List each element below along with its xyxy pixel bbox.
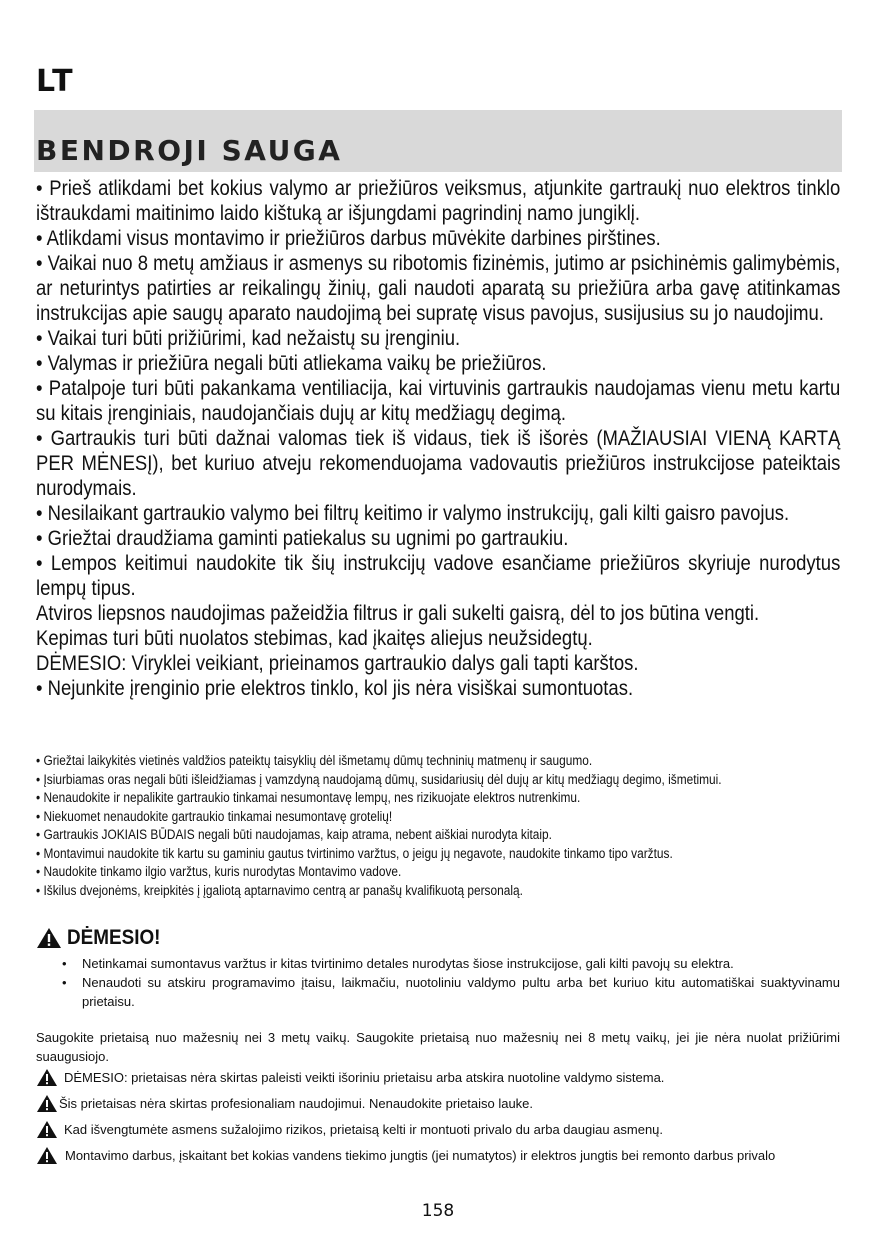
list-item: • Lempos keitimui naudokite tik šių instrukcijų vadove esančiame priežiūros skyriuje nurodytus lempų tipus. bbox=[36, 552, 841, 600]
list-item: • Įsiurbiamas oras negali būti išleidžiamas į vamzdyną naudojamą dūmų, susidariusių dėl dujų ar kitų medžiagų degimo, išmetimui. bbox=[36, 771, 722, 787]
list-item: • Prieš atlikdami bet kokius valymo ar priežiūros veiksmus, atjunkite gartraukį nuo elektros tinklo ištraukdami maitinimo laido kištuką ar išjungdami pagrindinį namo jungiklį. bbox=[36, 177, 841, 225]
list-item: DĖMESIO: Viryklei veikiant, prieinamos gartraukio dalys gali tapti karštos. bbox=[36, 652, 639, 675]
warning-line: DĖMESIO: prietaisas nėra skirtas paleisti veikti išoriniu prietaisu arba atskira nuotoline valdymo sistema. bbox=[36, 1068, 840, 1087]
list-item: • Vaikai turi būti prižiūrimi, kad nežaistų su įrenginiu. bbox=[36, 327, 461, 350]
list-item: • Nenaudoti su atskiru programavimo įtaisu, laikmačiu, nuotoliniu valdymo pultu arba bet kuriuo kitu automatiškai suaktyvinamu prietaisu. bbox=[62, 975, 840, 1009]
list-item: • Griežtai laikykitės vietinės valdžios pateiktų taisyklių dėl išmetamų dūmų techninių matmenų ir saugumo. bbox=[36, 753, 593, 768]
list-item: Atviros liepsnos naudojimas pažeidžia filtrus ir gali sukelti gaisrą, dėl to jos būtina vengti. bbox=[36, 602, 760, 625]
warning-triangle-icon bbox=[36, 927, 62, 949]
list-item: • Naudokite tinkamo ilgio varžtus, kuris nurodytas Montavimo vadove. bbox=[36, 864, 402, 879]
list-item: Kepimas turi būti nuolatos stebimas, kad įkaitęs aliejus neužsidegtų. bbox=[36, 627, 593, 650]
list-item: • Atlikdami visus montavimo ir priežiūros darbus mūvėkite darbines pirštines. bbox=[36, 227, 661, 250]
warning-triangle-icon bbox=[36, 1120, 58, 1139]
bullet-marker: • bbox=[62, 956, 67, 971]
list-item: • Montavimui naudokite tik kartu su gaminiu gautus tvirtinimo varžtus, o jeigu jų negavote, naudokite tinkamo tipo varžtus. bbox=[36, 845, 673, 861]
children-note: Saugokite prietaisą nuo mažesnių nei 3 metų vaikų. Saugokite prietaisą nuo mažesnių nei 8 metų vaikų, jei jie nėra nuolat prižiūrimi suaugusiojo. bbox=[36, 1030, 840, 1064]
list-item: • Vaikai nuo 8 metų amžiaus ir asmenys su ribotomis fizinėmis, jutimo ar psichinėmis galimybėmis, ar neturintys patirties ar reikalingų žinių, gali naudoti aparatą su priežiūra arba gavę atitinkamas instrukcijas apie saugų aparato naudojimą bei supratę visus pavojus, susijusius su jo naudojimu. bbox=[36, 252, 841, 325]
list-item: • Nejunkite įrenginio prie elektros tinklo, kol jis nėra visiškai sumontuotas. bbox=[36, 677, 634, 700]
secondary-safety-list bbox=[36, 752, 863, 900]
list-item: • Patalpoje turi būti pakankama ventiliacija, kai virtuvinis gartraukis naudojamas vienu metu kartu su kitais įrenginiais, naudojančiais dujų ar kitų medžiagų degimą. bbox=[36, 377, 841, 425]
list-item: • Iškilus dvejonėms, kreipkitės į įgaliotą aptarnavimo centrą ar panašų kvalifikuotą personalą. bbox=[36, 882, 523, 898]
main-safety-list bbox=[36, 176, 840, 701]
warning-line: Kad išvengtumėte asmens sužalojimo rizikos, prietaisą kelti ir montuoti privalo du arba daugiau asmenų. bbox=[36, 1120, 840, 1139]
warning-title: DĖMESIO! bbox=[67, 926, 161, 949]
page-number: 158 bbox=[421, 1201, 455, 1221]
list-item: • Gartraukis turi būti dažnai valomas tiek iš vidaus, tiek iš išorės (MAŽIAUSIAI VIENĄ KARTĄ PER MĖNESĮ), bet kuriuo atveju rekomenduojama vadovautis priežiūros instrukcijose pateiktais nurodymais. bbox=[36, 427, 841, 500]
warning-triangle-icon bbox=[36, 1146, 58, 1165]
warning-triangle-icon bbox=[36, 1068, 58, 1087]
warning-line: Montavimo darbus, įskaitant bet kokias vandens tiekimo jungtis (jei numatytos) ir elektros jungtis bei remonto darbus privalo bbox=[36, 1146, 840, 1165]
list-item: • Valymas ir priežiūra negali būti atliekama vaikų be priežiūros. bbox=[36, 352, 547, 375]
list-item: • Gartraukis JOKIAIS BŪDAIS negali būti naudojamas, kaip atrama, nebent aiškiai nurodyta kitaip. bbox=[36, 827, 552, 842]
list-item: • Niekuomet nenaudokite gartraukio tinkamai nesumontavę grotelių! bbox=[36, 808, 393, 824]
language-code: LT bbox=[36, 64, 75, 99]
list-item: • Griežtai draudžiama gaminti patiekalus su ugnimi po gartraukiu. bbox=[36, 527, 569, 550]
list-item: • Netinkamai sumontavus varžtus ir kitas tvirtinimo detales nurodytas šiose instrukcijose, gali kilti pavojų su elektra. bbox=[62, 956, 734, 971]
warning-list bbox=[62, 954, 840, 1011]
section-title: BENDROJI SAUGA bbox=[36, 134, 343, 167]
list-item: • Nenaudokite ir nepalikite gartraukio tinkamai nesumontavę lempų, nes rizikuojate elektros nutrenkimu. bbox=[36, 790, 581, 805]
warning-line: Šis prietaisas nėra skirtas profesionaliam naudojimui. Nenaudokite prietaiso lauke. bbox=[36, 1094, 840, 1113]
warning-triangle-icon bbox=[36, 1094, 58, 1113]
warning-heading bbox=[36, 926, 171, 950]
list-item: • Nesilaikant gartraukio valymo bei filtrų keitimo ir valymo instrukcijų, gali kilti gaisro pavojus. bbox=[36, 502, 790, 525]
bullet-marker: • bbox=[62, 975, 67, 990]
